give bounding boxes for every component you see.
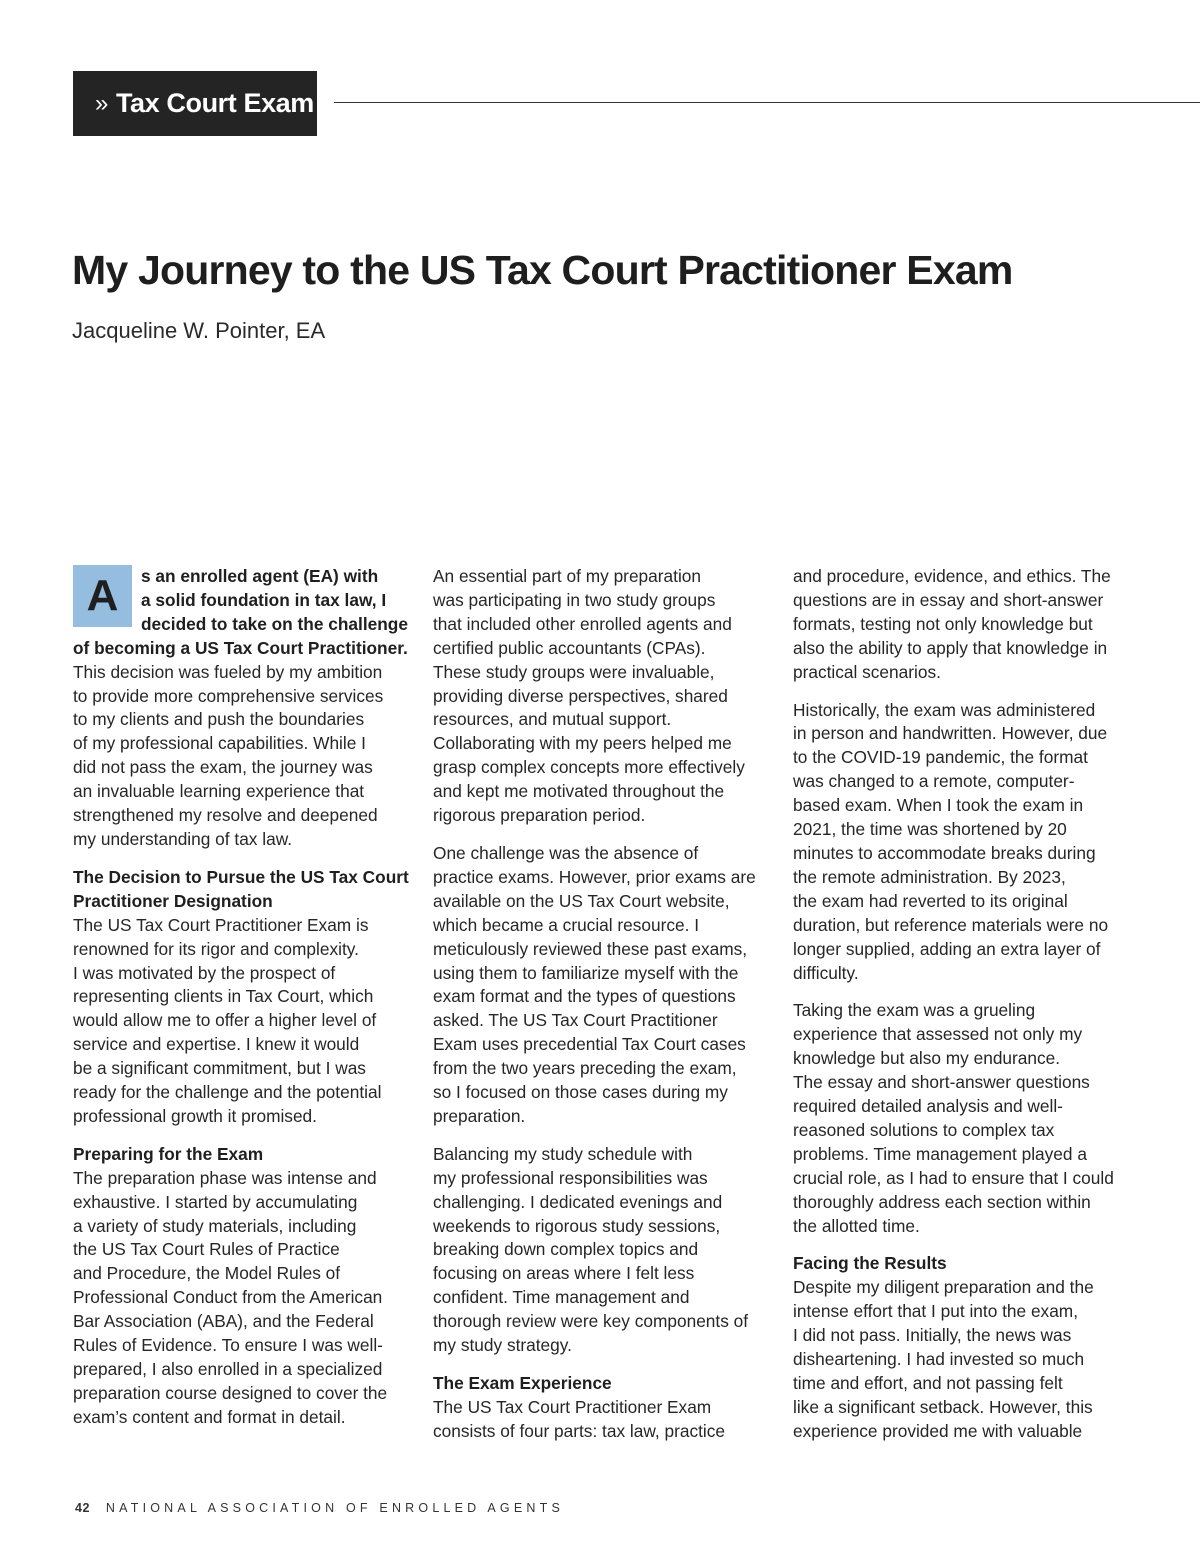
- text-line: formats, testing not only knowledge but: [793, 613, 1093, 634]
- text-line: The US Tax Court Practitioner Exam is: [73, 914, 369, 935]
- section-label: Tax Court Exam: [115, 88, 314, 118]
- publication-name: NATIONAL ASSOCIATION OF ENROLLED AGENTS: [105, 1501, 564, 1515]
- text-line: renowned for its rigor and complexity.: [73, 938, 359, 959]
- text-line: of my professional capabilities. While I: [73, 733, 366, 754]
- text-line: duration, but reference materials were no: [793, 914, 1109, 935]
- page-footer: [75, 1501, 564, 1515]
- section-tag: [73, 71, 317, 136]
- column-2: [433, 565, 767, 1458]
- text-line: An essential part of my preparation: [433, 566, 702, 586]
- text-line: to the COVID-19 pandemic, the format: [793, 747, 1088, 768]
- column-3: [793, 565, 1127, 1458]
- text-line: providing diverse perspectives, shared: [433, 685, 728, 706]
- text-line: based exam. When I took the exam in: [793, 795, 1084, 816]
- text-line: was changed to a remote, computer-: [793, 771, 1075, 792]
- text-line: I did not pass. Initially, the news was: [793, 1325, 1072, 1346]
- text-line: preparation.: [433, 1105, 526, 1126]
- text-line: exhaustive. I started by accumulating: [73, 1191, 358, 1212]
- text-line: disheartening. I had invested so much: [793, 1349, 1085, 1370]
- text-line: was participating in two study groups: [433, 589, 716, 610]
- subheading: Facing the Results: [793, 1253, 947, 1274]
- text-line: Balancing my study schedule with: [433, 1143, 693, 1164]
- text-line: exam’s content and format in detail.: [73, 1406, 346, 1427]
- text-line: minutes to accommodate breaks during: [793, 842, 1096, 863]
- text-line: also the ability to apply that knowledge in: [793, 637, 1108, 658]
- text-line: practical scenarios.: [793, 661, 941, 682]
- text-line: knowledge but also my endurance.: [793, 1048, 1061, 1069]
- text-line: available on the US Tax Court website,: [433, 890, 730, 911]
- chevron-icon: »: [95, 89, 108, 117]
- text-line: my study strategy.: [433, 1335, 572, 1356]
- paragraph: [793, 999, 1127, 1238]
- text-line: Professional Conduct from the American: [73, 1287, 383, 1308]
- text-line: The essay and short-answer questions: [793, 1072, 1090, 1093]
- text-line: weekends to rigorous study sessions,: [433, 1215, 721, 1236]
- header-rule: [334, 102, 1200, 103]
- text-line: preparation course designed to cover the: [73, 1382, 388, 1403]
- intro-line: a solid foundation in tax law, I: [141, 589, 387, 610]
- text-line: prepared, I also enrolled in a specialized: [73, 1359, 383, 1379]
- text-line: Taking the exam was a grueling: [793, 1000, 1036, 1021]
- intro-line: s an enrolled agent (EA) with: [141, 566, 379, 586]
- text-line: breaking down complex topics and: [433, 1239, 699, 1260]
- text-line: did not pass the exam, the journey was: [73, 757, 373, 778]
- text-line: I was motivated by the prospect of: [73, 962, 336, 983]
- text-line: strengthened my resolve and deepened: [73, 805, 378, 826]
- text-line: challenging. I dedicated evenings and: [433, 1191, 723, 1212]
- text-line: which became a crucial resource. I: [433, 914, 700, 935]
- text-line: that included other enrolled agents and: [433, 613, 732, 634]
- text-line: Collaborating with my peers helped me: [433, 733, 732, 754]
- article-title: My Journey to the US Tax Court Practitioner Exam: [72, 247, 1013, 293]
- page-number: 42: [75, 1501, 90, 1515]
- text-line: 2021, the time was shortened by 20: [793, 819, 1067, 840]
- text-line: focusing on areas where I felt less: [433, 1263, 695, 1284]
- text-line: difficulty.: [793, 962, 859, 983]
- text-line: This decision was fueled by my ambition: [73, 661, 383, 682]
- section-results: [793, 1252, 1127, 1443]
- text-line: grasp complex concepts more effectively: [433, 757, 745, 778]
- text-line: thoroughly address each section within: [793, 1191, 1091, 1212]
- subheading: The Decision to Pursue the US Tax Court: [73, 866, 409, 887]
- text-line: consists of four parts: tax law, practice: [433, 1420, 725, 1441]
- text-line: and Procedure, the Model Rules of: [73, 1263, 341, 1284]
- subheading: Practitioner Designation: [73, 890, 273, 911]
- text-line: my understanding of tax law.: [73, 828, 293, 849]
- text-line: confident. Time management and: [433, 1287, 690, 1308]
- text-line: like a significant setback. However, this: [793, 1396, 1093, 1417]
- text-line: longer supplied, adding an extra layer of: [793, 938, 1101, 959]
- section-exam-experience: [433, 1372, 767, 1444]
- drop-cap: A: [73, 565, 132, 627]
- text-line: from the two years preceding the exam,: [433, 1058, 737, 1079]
- text-line: an invaluable learning experience that: [73, 781, 365, 802]
- text-line: experience provided me with valuable: [793, 1420, 1083, 1441]
- text-line: service and expertise. I knew it would: [73, 1034, 360, 1055]
- text-line: questions are in essay and short-answer: [793, 589, 1104, 610]
- subheading: Preparing for the Exam: [73, 1143, 264, 1164]
- paragraph: [793, 699, 1127, 986]
- subheading: The Exam Experience: [433, 1373, 612, 1393]
- text-line: Despite my diligent preparation and the: [793, 1277, 1094, 1298]
- text-line: professional growth it promised.: [73, 1105, 317, 1126]
- text-line: The US Tax Court Practitioner Exam: [433, 1396, 712, 1417]
- text-line: in person and handwritten. However, due: [793, 723, 1108, 744]
- text-line: time and effort, and not passing felt: [793, 1373, 1063, 1393]
- text-line: Historically, the exam was administered: [793, 699, 1096, 720]
- text-line: to provide more comprehensive services: [73, 685, 384, 706]
- paragraph: [433, 842, 767, 1129]
- text-line: Rules of Evidence. To ensure I was well-: [73, 1335, 383, 1356]
- paragraph: [433, 565, 767, 828]
- text-line: asked. The US Tax Court Practitioner: [433, 1010, 718, 1031]
- intro-line: of becoming a US Tax Court Practitioner.: [73, 637, 408, 658]
- text-line: the remote administration. By 2023,: [793, 866, 1066, 887]
- section-preparing: [73, 1143, 407, 1430]
- section-decision: [73, 866, 407, 1129]
- text-line: Bar Association (ABA), and the Federal: [73, 1311, 374, 1332]
- text-line: a variety of study materials, including: [73, 1215, 357, 1236]
- text-line: These study groups were invaluable,: [433, 661, 715, 682]
- text-line: the allotted time.: [793, 1215, 920, 1236]
- text-line: and kept me motivated throughout the: [433, 781, 725, 802]
- text-line: the US Tax Court Rules of Practice: [73, 1239, 340, 1260]
- text-line: Exam uses precedential Tax Court cases: [433, 1034, 746, 1055]
- text-line: to my clients and push the boundaries: [73, 709, 365, 730]
- text-line: intense effort that I put into the exam,: [793, 1301, 1078, 1322]
- text-line: problems. Time management played a: [793, 1143, 1087, 1164]
- text-line: resources, and mutual support.: [433, 709, 672, 730]
- text-line: using them to familiarize myself with the: [433, 962, 739, 983]
- text-line: required detailed analysis and well-: [793, 1096, 1063, 1117]
- text-line: experience that assessed not only my: [793, 1024, 1083, 1045]
- paragraph: [793, 565, 1127, 685]
- text-line: so I focused on those cases during my: [433, 1082, 728, 1103]
- text-line: crucial role, as I had to ensure that I could: [793, 1167, 1114, 1188]
- text-line: meticulously reviewed these past exams,: [433, 938, 748, 959]
- text-line: exam format and the types of questions: [433, 986, 736, 1007]
- text-line: The preparation phase was intense and: [73, 1167, 377, 1188]
- text-line: ready for the challenge and the potential: [73, 1082, 382, 1103]
- text-line: reasoned solutions to complex tax: [793, 1119, 1055, 1140]
- text-line: would allow me to offer a higher level of: [73, 1010, 377, 1031]
- text-line: certified public accountants (CPAs).: [433, 637, 706, 658]
- text-line: the exam had reverted to its original: [793, 890, 1068, 911]
- text-line: and procedure, evidence, and ethics. The: [793, 566, 1111, 586]
- author-byline: Jacqueline W. Pointer, EA: [72, 318, 326, 343]
- text-line: practice exams. However, prior exams are: [433, 866, 756, 887]
- column-1: [73, 565, 407, 1444]
- paragraph: [433, 1143, 767, 1358]
- text-line: representing clients in Tax Court, which: [73, 986, 374, 1007]
- text-line: thorough review were key components of: [433, 1311, 749, 1332]
- text-line: my professional responsibilities was: [433, 1167, 708, 1188]
- intro-line: decided to take on the challenge: [141, 613, 408, 634]
- text-line: be a significant commitment, but I was: [73, 1058, 366, 1079]
- text-line: One challenge was the absence of: [433, 842, 699, 863]
- text-line: rigorous preparation period.: [433, 805, 646, 826]
